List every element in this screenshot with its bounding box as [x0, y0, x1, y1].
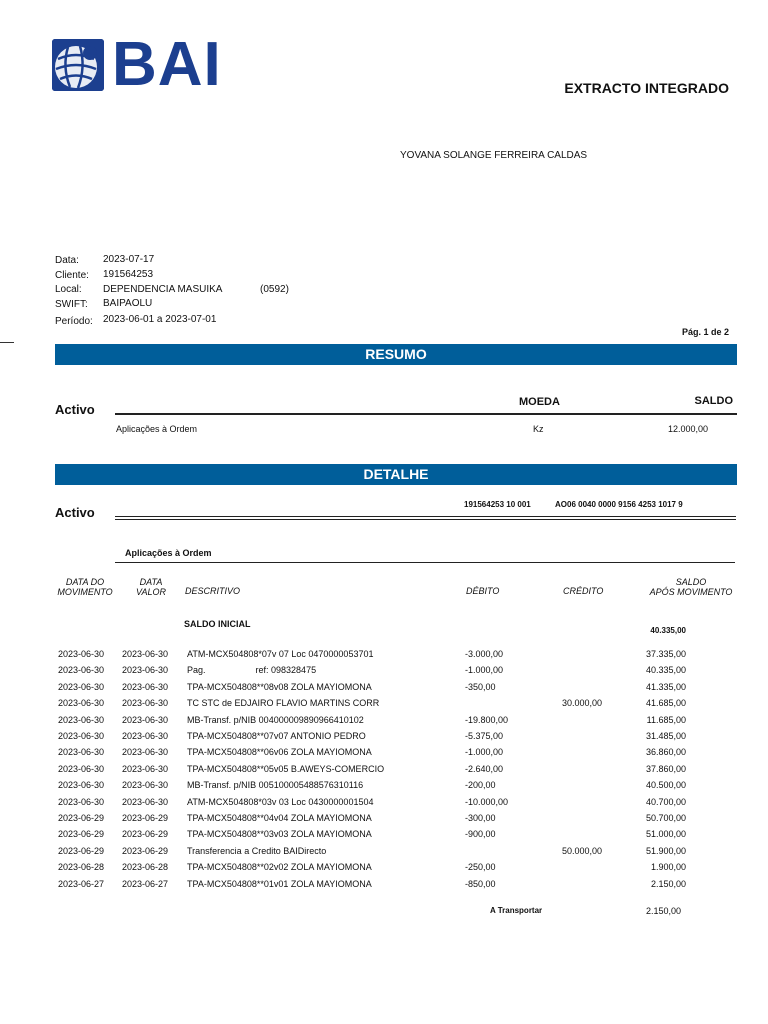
table-row — [0, 665, 768, 679]
subsection-divider — [115, 562, 735, 563]
header-debito: DÉBITO — [466, 586, 500, 596]
cell-debit: -1.000,00 — [465, 665, 504, 676]
cliente-value: 191564253 — [103, 269, 154, 280]
cell-movement-date: 2023-06-30 — [58, 714, 105, 725]
cell-description: MB-Transf. p/NIB 005100005488576310116 — [187, 780, 364, 791]
header-saldo-apos: SALDO APÓS MOVIMENTO — [649, 577, 733, 597]
client-name: YOVANA SOLANGE FERREIRA CALDAS — [400, 150, 588, 161]
table-row — [0, 715, 768, 729]
cell-credit: 30.000,00 — [562, 698, 603, 709]
iban: AO06 0040 0000 9156 4253 1017 9 — [555, 500, 683, 509]
cell-balance: 2.150,00 — [650, 878, 686, 889]
cell-description: TPA-MCX504808**01v01 ZOLA MAYIOMONA — [187, 878, 372, 889]
resumo-moeda-header: MOEDA — [519, 396, 560, 408]
cell-movement-date: 2023-06-30 — [58, 796, 105, 807]
cell-description: Transferencia a Credito BAIDirecto — [187, 845, 327, 856]
cell-balance: 11.685,00 — [646, 714, 686, 725]
resumo-row-desc: Aplicações à Ordem — [116, 424, 198, 434]
cell-balance: 40.335,00 — [645, 665, 686, 676]
cell-movement-date: 2023-06-30 — [58, 698, 105, 709]
resumo-divider — [115, 413, 737, 415]
detalhe-divider-1 — [115, 516, 736, 517]
cell-value-date: 2023-06-30 — [122, 731, 169, 741]
header-descritivo: DESCRITIVO — [185, 586, 241, 596]
cell-balance: 41.335,00 — [645, 681, 686, 692]
account-number: 191564253 10 001 — [464, 500, 531, 509]
local-value: DEPENDENCIA MASUIKA — [103, 284, 223, 295]
subsection-title: Aplicações à Ordem — [125, 548, 212, 558]
cell-debit: -250,00 — [465, 862, 496, 873]
cell-movement-date: 2023-06-30 — [58, 731, 105, 741]
cell-description: TPA-MCX504808**08v08 ZOLA MAYIOMONA — [187, 681, 372, 692]
margin-mark — [0, 342, 14, 343]
swift-label: SWIFT: — [55, 299, 88, 310]
cell-value-date: 2023-06-30 — [122, 747, 169, 758]
resumo-saldo-header: SALDO — [694, 395, 733, 407]
cell-description: TPA-MCX504808**04v04 ZOLA MAYIOMONA — [187, 813, 372, 823]
cell-value-date: 2023-06-30 — [122, 780, 169, 791]
resumo-row-saldo: 12.000,00 — [667, 424, 708, 434]
cell-balance: 36.860,00 — [645, 747, 686, 758]
cell-value-date: 2023-06-30 — [122, 698, 169, 709]
cell-balance: 40.500,00 — [645, 780, 686, 791]
resumo-bar: RESUMO — [55, 344, 737, 365]
header-data-valor: DATA VALOR — [135, 577, 166, 597]
header-credito: CRÉDITO — [563, 586, 604, 596]
cell-balance: 37.335,00 — [645, 649, 686, 659]
periodo-label: Período: — [55, 316, 93, 327]
table-row — [0, 780, 768, 794]
swift-value: BAIPAOLU — [103, 298, 153, 309]
cell-balance: 37.860,00 — [645, 763, 686, 774]
table-row — [0, 731, 768, 745]
cell-debit: -2.640,00 — [465, 763, 504, 774]
cell-movement-date: 2023-06-30 — [58, 747, 105, 758]
cell-movement-date: 2023-06-29 — [58, 829, 105, 840]
cell-description: TC STC de EDJAIRO FLAVIO MARTINS CORR — [187, 698, 380, 709]
detalhe-bar: DETALHE — [55, 464, 737, 485]
table-row — [0, 829, 768, 843]
logo-text: BAI — [112, 30, 222, 99]
page-number: Pág. 1 de 2 — [681, 327, 729, 337]
bai-logo — [52, 30, 222, 99]
data-value: 2023-07-17 — [103, 254, 155, 265]
cell-description: ATM-MCX504808*07v 07 Loc 0470000053701 — [187, 649, 374, 659]
cell-description: TPA-MCX504808**07v07 ANTONIO PEDRO — [187, 731, 366, 741]
header-data-movimento: DATA DO MOVIMENTO — [57, 577, 113, 597]
cell-value-date: 2023-06-28 — [122, 862, 169, 873]
cell-debit: -10.000,00 — [465, 796, 509, 807]
detalhe-activo-label: Activo — [55, 505, 95, 520]
local-label: Local: — [55, 284, 82, 295]
table-row — [0, 797, 768, 811]
periodo-value: 2023-06-01 a 2023-07-01 — [103, 314, 217, 325]
cell-value-date: 2023-06-29 — [122, 829, 169, 840]
cell-value-date: 2023-06-30 — [122, 796, 169, 807]
table-row — [0, 682, 768, 696]
resumo-row-moeda: Kz — [533, 424, 544, 434]
cell-credit: 50.000,00 — [562, 845, 603, 856]
cell-debit: -850,00 — [465, 878, 496, 889]
cell-movement-date: 2023-06-27 — [58, 878, 105, 889]
cell-description: TPA-MCX504808**05v05 B.AWEYS-COMERCIO — [187, 763, 385, 774]
cell-movement-date: 2023-06-29 — [58, 845, 105, 856]
local-code: (0592) — [260, 284, 289, 295]
cell-balance: 1.900,00 — [650, 862, 686, 873]
table-row — [0, 764, 768, 778]
cell-movement-date: 2023-06-29 — [58, 813, 105, 823]
globe-icon — [52, 39, 104, 91]
cell-movement-date: 2023-06-30 — [58, 665, 105, 676]
cell-movement-date: 2023-06-28 — [58, 862, 105, 873]
cell-description: Pag. ref: 098328475 — [187, 665, 317, 676]
cell-value-date: 2023-06-29 — [122, 845, 169, 856]
saldo-inicial-value: 40.335,00 — [650, 626, 686, 635]
cell-description: TPA-MCX504808**06v06 ZOLA MAYIOMONA — [187, 747, 372, 758]
cell-movement-date: 2023-06-30 — [58, 763, 105, 774]
cell-debit: -3.000,00 — [465, 649, 504, 659]
data-label: Data: — [55, 255, 79, 266]
cell-description: ATM-MCX504808*03v 03 Loc 0430000001504 — [187, 796, 374, 807]
cell-value-date: 2023-06-30 — [122, 763, 169, 774]
cell-debit: -200,00 — [465, 780, 496, 791]
cliente-label: Cliente: — [55, 270, 89, 281]
table-row — [0, 649, 768, 663]
cell-debit: -350,00 — [465, 681, 496, 692]
cell-balance: 41.685,00 — [645, 698, 686, 709]
table-row — [0, 846, 768, 860]
table-row — [0, 698, 768, 712]
cell-movement-date: 2023-06-30 — [58, 780, 105, 791]
cell-description: MB-Transf. p/NIB 004000009890966410102 — [187, 714, 364, 725]
transport-label: A Transportar — [490, 906, 543, 915]
cell-debit: -1.000,00 — [465, 747, 504, 758]
cell-balance: 51.000,00 — [645, 829, 686, 840]
cell-value-date: 2023-06-30 — [122, 649, 169, 659]
cell-value-date: 2023-06-30 — [122, 714, 169, 725]
cell-debit: -5.375,00 — [465, 731, 504, 741]
cell-value-date: 2023-06-27 — [122, 878, 169, 889]
cell-movement-date: 2023-06-30 — [58, 649, 105, 659]
cell-value-date: 2023-06-30 — [122, 665, 169, 676]
cell-description: TPA-MCX504808**02v02 ZOLA MAYIOMONA — [187, 862, 372, 873]
resumo-activo-label: Activo — [55, 402, 95, 417]
cell-value-date: 2023-06-30 — [122, 681, 169, 692]
cell-debit: -19.800,00 — [465, 714, 509, 725]
cell-value-date: 2023-06-29 — [122, 813, 169, 823]
table-row — [0, 813, 768, 827]
transport-value: 2.150,00 — [645, 906, 681, 916]
cell-balance: 31.485,00 — [645, 731, 686, 741]
table-row — [0, 862, 768, 876]
detalhe-divider-2 — [115, 519, 736, 520]
cell-debit: -300,00 — [465, 813, 496, 823]
document-title: EXTRACTO INTEGRADO — [564, 80, 729, 96]
cell-debit: -900,00 — [465, 829, 496, 840]
cell-balance: 51.900,00 — [645, 845, 686, 856]
table-row — [0, 747, 768, 761]
cell-balance: 40.700,00 — [645, 796, 686, 807]
cell-balance: 50.700,00 — [645, 813, 686, 823]
table-row — [0, 879, 768, 893]
saldo-inicial-label: SALDO INICIAL — [184, 619, 251, 629]
cell-description: TPA-MCX504808**03v03 ZOLA MAYIOMONA — [187, 829, 372, 840]
cell-movement-date: 2023-06-30 — [58, 681, 105, 692]
